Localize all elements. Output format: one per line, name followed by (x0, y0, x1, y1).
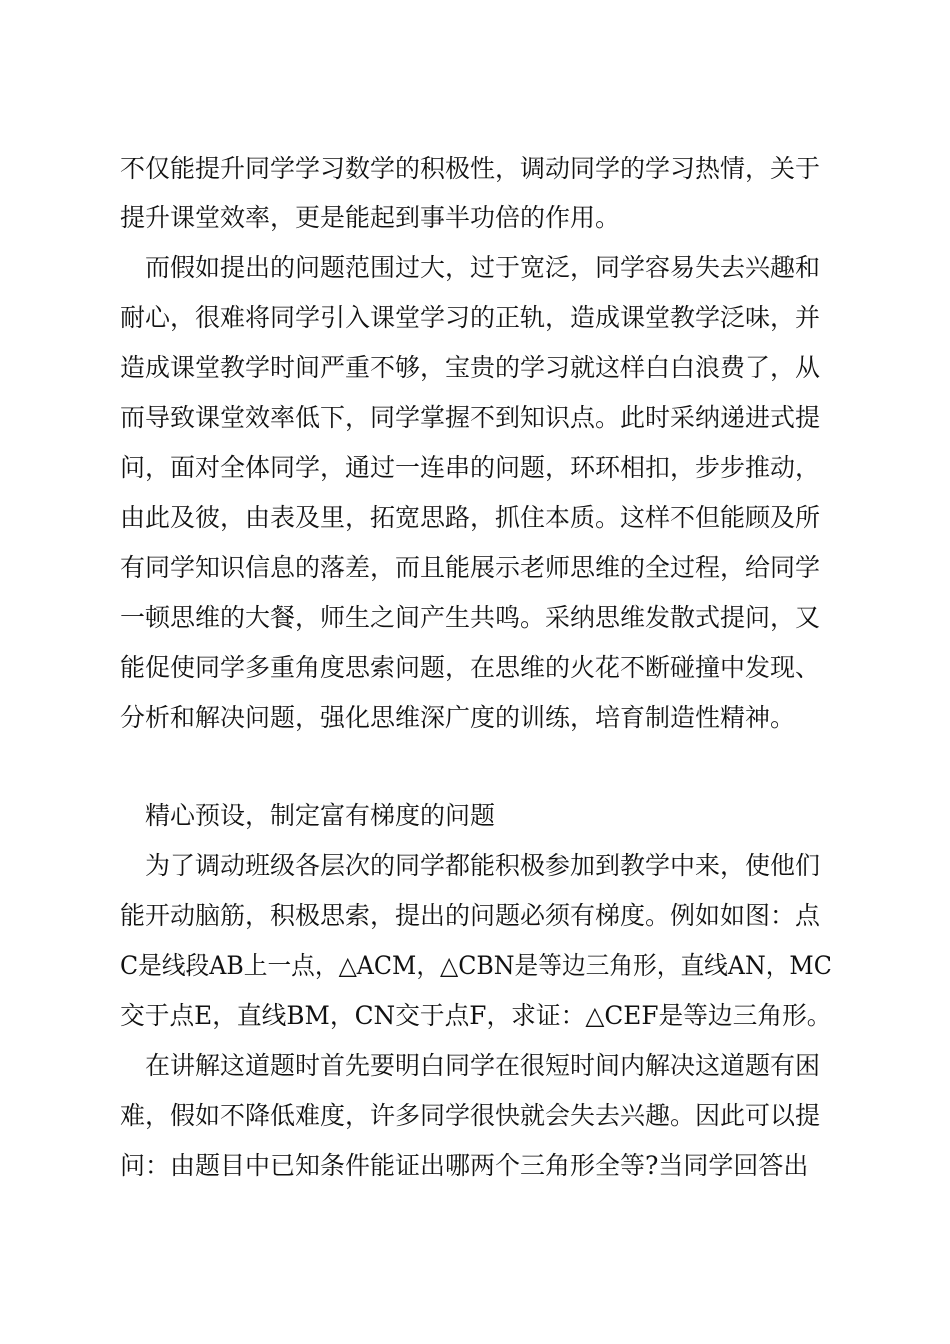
text-line: 而导致课堂效率低下，同学掌握不到知识点。此时采纳递进式提 (120, 403, 821, 432)
text-line: 难，假如不降低难度，许多同学很快就会失去兴趣。因此可以提 (120, 1101, 821, 1130)
text-line: 分析和解决问题，强化思维深广度的训练，培育制造性精神。 (120, 703, 796, 732)
text-line: 造成课堂教学时间严重不够，宝贵的学习就这样白白浪费了，从 (120, 353, 821, 382)
text-line: 能开动脑筋，积极思索，提出的问题必须有梯度。例如如图：点 (120, 901, 821, 930)
text-line: C是线段AB上一点，△ACM，△CBN是等边三角形，直线AN，MC (120, 951, 832, 980)
text-line: 由此及彼，由表及里，拓宽思路，抓住本质。这样不但能顾及所 (120, 503, 821, 532)
text-line: 不仅能提升同学学习数学的积极性，调动同学的学习热情，关于 (120, 154, 821, 183)
text-line: 有同学知识信息的落差，而且能展示老师思维的全过程，给同学 (120, 553, 821, 582)
text-line: 一顿思维的大餐，师生之间产生共鸣。采纳思维发散式提问，又 (120, 603, 821, 632)
text-line: 提升课堂效率，更是能起到事半功倍的作用。 (120, 203, 621, 232)
text-line: 耐心，很难将同学引入课堂学习的正轨，造成课堂教学泛味，并 (120, 303, 821, 332)
paragraph-start-line: 为了调动班级各层次的同学都能积极参加到教学中来，使他们 (145, 851, 821, 880)
paragraph-start-line: 在讲解这道题时首先要明白同学在很短时间内解决这道题有困 (145, 1051, 821, 1080)
section-heading: 精心预设，制定富有梯度的问题 (145, 801, 496, 830)
text-line: 交于点E，直线BM，CN交于点F，求证：△CEF是等边三角形。 (120, 1001, 832, 1030)
text-line: 能促使同学多重角度思索问题，在思维的火花不断碰撞中发现、 (120, 653, 821, 682)
paragraph-start-line: 而假如提出的问题范围过大，过于宽泛，同学容易失去兴趣和 (145, 253, 821, 282)
text-line: 问，面对全体同学，通过一连串的问题，环环相扣，步步推动， (120, 453, 821, 482)
text-line: 问：由题目中已知条件能证出哪两个三角形全等?当同学回答出 (120, 1151, 809, 1180)
